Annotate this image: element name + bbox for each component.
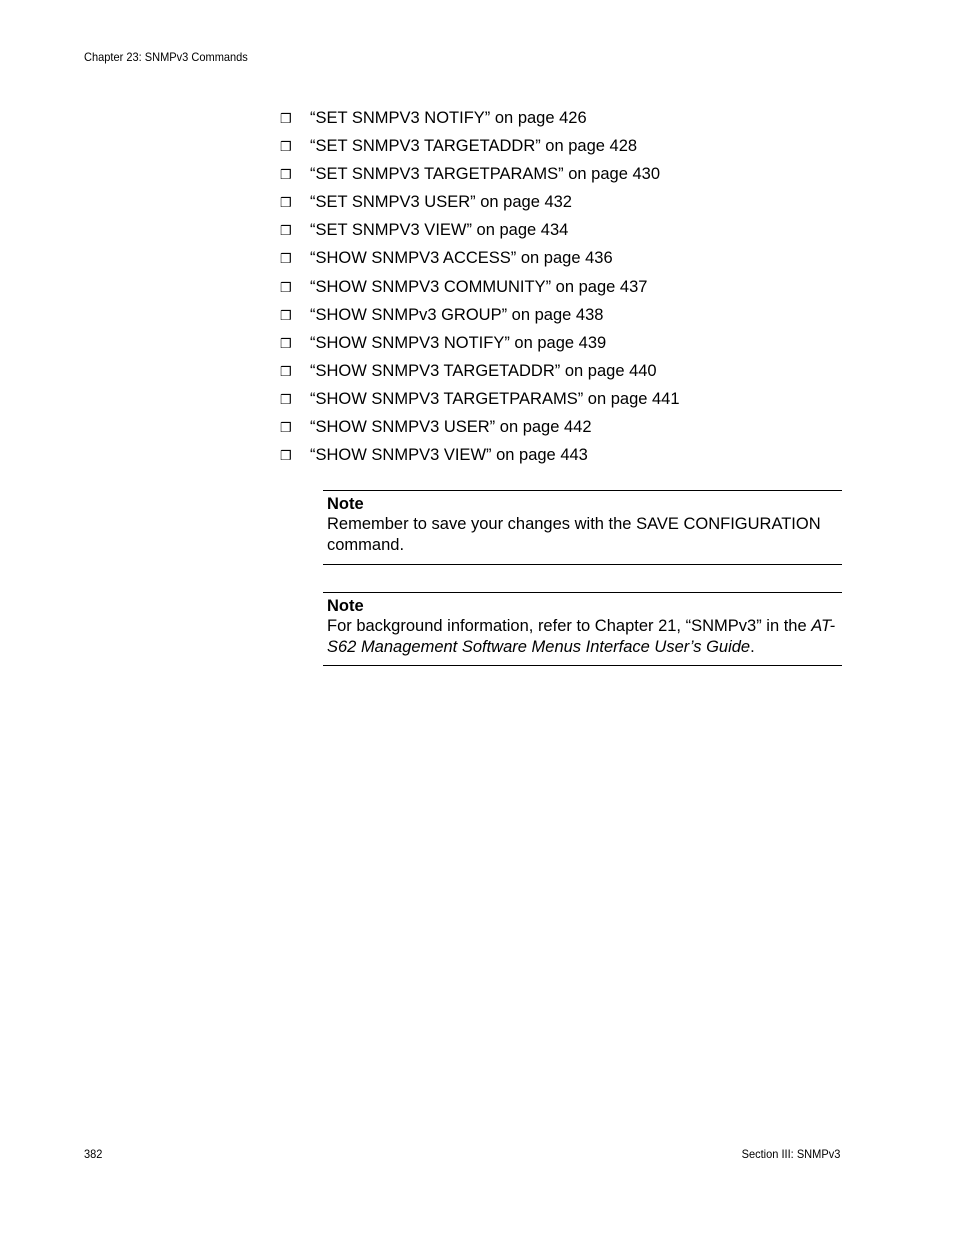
cross-reference-link[interactable]: “SHOW SNMPV3 USER” on page 442 [310,418,592,437]
checkbox-bullet-icon: ❒ [280,307,292,323]
checkbox-bullet-icon: ❒ [280,195,292,211]
checkbox-bullet-icon: ❒ [280,279,292,295]
note-title: Note [327,597,364,615]
checkbox-bullet-icon: ❒ [280,111,292,126]
checkbox-bullet-icon: ❒ [280,363,292,379]
checkbox-bullet-icon: ❒ [280,448,292,464]
list-item [280,303,680,331]
cross-reference-link[interactable]: “SET SNMPV3 USER” on page 432 [310,193,572,212]
section-footer: Section III: SNMPv3 [741,1147,840,1161]
list-item [280,134,680,162]
checkbox-bullet-icon: ❒ [280,223,292,239]
save-configuration-note [323,490,842,565]
list-item [280,190,680,218]
cross-reference-link[interactable]: “SHOW SNMPv3 GROUP” on page 438 [310,305,604,324]
guide-title[interactable]: AT-S62 Management Software Menus Interface User’s Guide [327,617,836,656]
cross-reference-link[interactable]: “SET SNMPV3 VIEW” on page 434 [310,221,569,240]
cross-reference-link[interactable]: “SHOW SNMPV3 COMMUNITY” on page 437 [310,277,648,296]
page-number: 382 [84,1147,103,1161]
checkbox-bullet-icon: ❒ [280,335,292,351]
list-item [280,162,680,190]
list-item [280,106,680,134]
cross-reference-link[interactable]: “SET SNMPV3 TARGETPARAMS” on page 430 [310,165,660,184]
cross-reference-link[interactable]: “SHOW SNMPV3 TARGETPARAMS” on page 441 [310,389,680,408]
list-item [280,331,680,359]
checkbox-bullet-icon: ❒ [280,420,292,436]
list-item [280,246,680,274]
cross-reference-list [280,106,680,471]
list-item [280,359,680,387]
note-body-end: . [750,638,755,656]
cross-reference-link[interactable]: “SHOW SNMPV3 NOTIFY” on page 439 [310,333,607,352]
cross-reference-link[interactable]: “SHOW SNMPV3 ACCESS” on page 436 [310,249,613,268]
checkbox-bullet-icon: ❒ [280,251,292,267]
list-item [280,443,680,471]
checkbox-bullet-icon: ❒ [280,139,292,155]
note-body-text: For background information, refer to Chapter 21, “SNMPv3” in the [327,617,812,635]
list-item [280,218,680,246]
list-item [280,387,680,415]
cross-reference-link[interactable]: “SET SNMPV3 TARGETADDR” on page 428 [310,137,638,156]
cross-reference-link[interactable]: “SHOW SNMPV3 TARGETADDR” on page 440 [310,361,657,380]
note-title: Note [327,495,364,513]
list-item [280,415,680,443]
checkbox-bullet-icon: ❒ [280,391,292,407]
background-info-note [323,592,842,666]
cross-reference-link[interactable]: “SET SNMPV3 NOTIFY” on page 426 [310,109,587,127]
note-body: Remember to save your changes with the SAVE CONFIGURATION command. [327,515,821,554]
list-item [280,275,680,303]
running-header: Chapter 23: SNMPv3 Commands [84,50,248,64]
checkbox-bullet-icon: ❒ [280,167,292,183]
note-body [327,616,842,658]
cross-reference-link[interactable]: “SHOW SNMPV3 VIEW” on page 443 [310,446,588,465]
